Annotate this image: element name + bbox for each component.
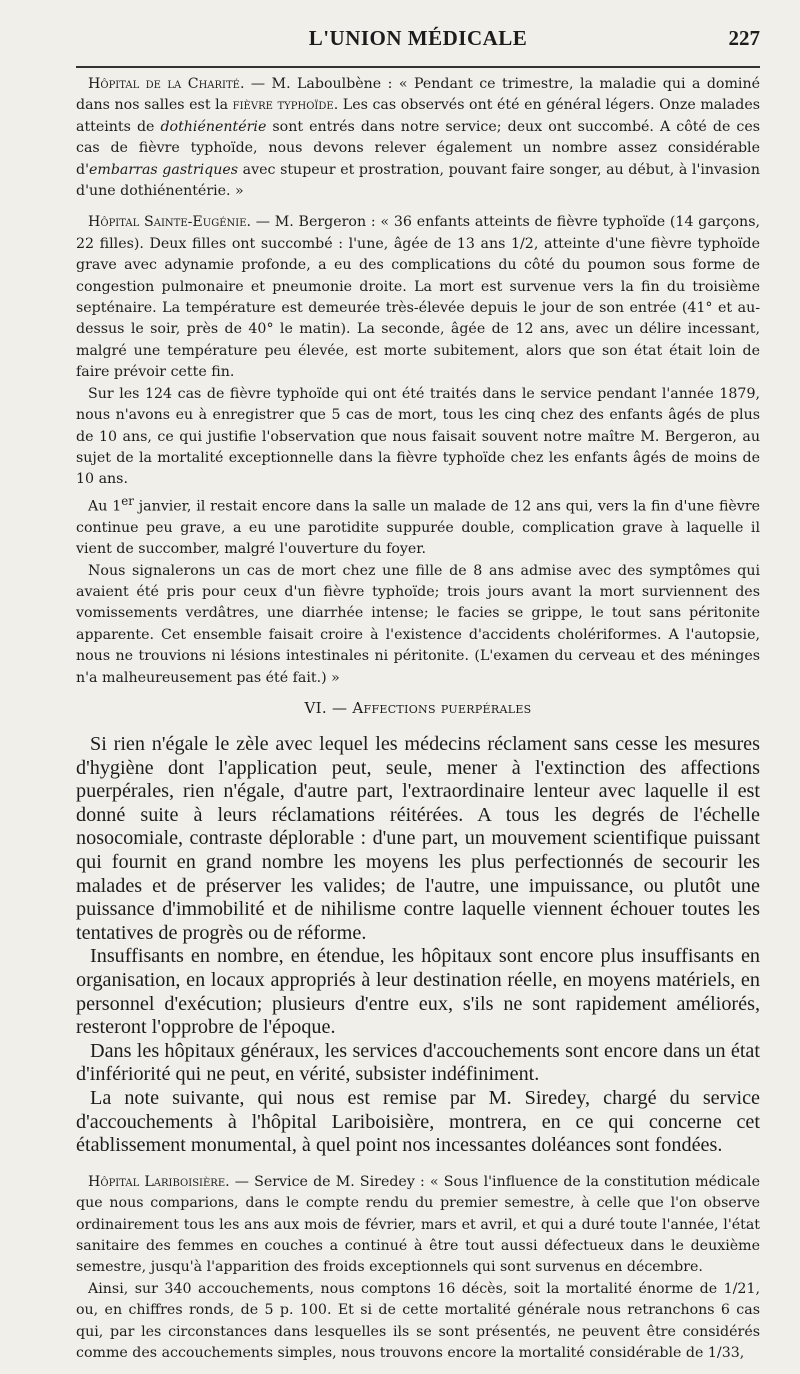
body-paragraph: Dans les hôpitaux généraux, les services d'accouchements sont encore dans un état d'infériorité qui ne peut, en vérité, subsister indéfiniment. xyxy=(76,1039,760,1086)
paragraph-text: — M. Bergeron : « 36 enfants atteints de fièvre typhoïde (14 garçons, 22 filles). Deux filles ont succombé : l'une, âgée de 13 ans 1/2, atteinte d'une fièvre typhoïde grave avec adynamie profonde, a eu des complications du côté du poumon sous forme de congestion pulmonaire et pneumonie droite. La mort est survenue vers la fin du troisième septénaire. La température est demeurée très-élevée depuis le jour de son entrée (41° et au-dessus le soir, près de 40° le matin). La seconde, âgée de 12 ans, avec un délire incessant, malgré une température peu élevée, est morte subitement, alors que son état était loin de faire prévoir cette fin. xyxy=(76,214,760,381)
italic-term: embarras gastriques xyxy=(88,161,239,178)
main-text xyxy=(76,733,760,1158)
italic-term: dothiénentérie xyxy=(160,118,267,135)
disease-name: fièvre typhoïde xyxy=(232,97,334,114)
body-paragraph: La note suivante, qui nous est remise par M. Siredey, chargé du service d'accouchements à l'hôpital Lariboisière, montrera, en ce qui concerne cet établissement monumental, à quel point nos incessantes doléances sont fondées. xyxy=(76,1087,760,1157)
paragraph-lariboisiere xyxy=(76,1172,760,1279)
section-title: Affections puerpérales xyxy=(352,699,532,718)
header-rule xyxy=(76,66,760,68)
report-lariboisiere xyxy=(76,1172,760,1365)
page-number: 227 xyxy=(728,26,760,50)
section-heading xyxy=(76,699,760,717)
body-paragraph: Insuffisants en nombre, en étendue, les hôpitaux sont encore plus insuffisants en organisation, en locaux appropriés à leur destination réelle, en moyens matériels, en personnel d'exécution; plusieurs d'entre eux, s'ils ne sont rapidement améliorés, resteront l'opprobre de l'époque. xyxy=(76,945,760,1039)
paragraph-text: sont entrés dans notre service; deux ont succombé. A côté de ces cas de fièvre typhoïde, nous devons relever également un nombre assez considérable d' xyxy=(76,118,760,178)
superscript: er xyxy=(121,493,134,508)
hospital-name: Hôpital Lariboisière. xyxy=(88,1173,230,1190)
paragraph-statistics: Sur les 124 cas de fièvre typhoïde qui ont été traités dans le service pendant l'année 1879, nous n'avons eu à enregistrer que 5 cas de mort, tous les cinq chez des enfants âgés de plus de 10 ans, ce qui justifie l'observation que nous faisait souvent notre maître M. Bergeron, au sujet de la mortalité exceptionnelle dans la fièvre typhoïde chez les enfants âgés de moins de 10 ans. xyxy=(76,385,760,488)
report-excerpts xyxy=(76,74,760,689)
paragraph-text: Au 1 xyxy=(88,498,122,515)
paragraph-text: — M. Laboulbène : « Pendant ce trimestre, la maladie qui a dominé dans nos salles est la xyxy=(76,76,760,114)
paragraph-text: — Service de M. Siredey : « Sous l'influence de la constitution médicale que nous comparions, dans le compte rendu du premier semestre, à celle que l'on observe ordinairement tous les ans aux mois de février, mars et avril, et qui a duré toute l'année, l'état sanitaire des femmes en couches a continué à être tout aussi défectueux dans le deuxième semestre, jusqu'à l'apparition des froids exceptionnels qui sont survenus en décembre. xyxy=(76,1173,760,1276)
paragraph-case: Nous signalerons un cas de mort chez une fille de 8 ans admise avec des symptômes qui avaient été pris pour ceux d'un fièvre typhoïde; trois jours avant la mort surviennent des vomissements verdâtres, une diarrhée intense; le facies se grippe, le tout sans péritonite apparente. Cet ensemble faisait croire à l'existence d'accidents cholériformes. A l'autopsie, nous ne trouvions ni lésions intestinales ni péritonite. (L'examen du cerveau et des méninges n'a malheureusement pas été fait.) » xyxy=(76,562,760,686)
journal-title: L'UNION MÉDICALE xyxy=(308,26,528,50)
section-number: VI. — xyxy=(304,699,353,718)
paragraph-charite xyxy=(76,74,760,202)
paragraph-sainte-eugenie xyxy=(76,212,760,383)
paragraph-text: janvier, il restait encore dans la salle un malade de 12 ans qui, vers la fin d'une fièvre continue peu grave, a eu une parotidite suppurée double, complication grave à laquelle il vient de succomber, malgré l'ouverture du foyer. xyxy=(76,498,760,558)
hospital-name: Hôpital de la Charité. xyxy=(88,76,245,92)
running-head xyxy=(76,26,760,60)
paragraph-gap xyxy=(76,202,760,212)
paragraph-mortality: Ainsi, sur 340 accouchements, nous comptons 16 décès, soit la mortalité énorme de 1/21, ou, en chiffres ronds, de 5 p. 100. Et si de cette mortalité générale nous retranchons 6 cas qui, par les circonstances dans lesquelles ils se sont présentés, ne peuvent être considérés comme des accouchements simples, nous trouvons encore la mortalité considérable de 1/33, xyxy=(76,1280,760,1362)
hospital-name: Hôpital Sainte-Eugénie. xyxy=(88,214,251,231)
paragraph-january xyxy=(76,491,760,561)
body-paragraph: Si rien n'égale le zèle avec lequel les médecins réclament sans cesse les mesures d'hygiène dont l'application peut, seule, mener à l'extinction des affections puerpérales, rien n'égale, d'autre part, l'extraordinaire lenteur avec laquelle il est donné suite à leurs réclamations réitérées. A tous les degrés de l'échelle nosocomiale, contraste déplorable : d'une part, un mouvement scientifique puissant qui fournit en grand nombre les moyens les plus perfectionnés de secourir les malades et de préserver les valides; de l'autre, une impuissance, ou plutôt une puissance d'immobilité et de nihilisme contre laquelle viennent échouer toutes les tentatives de progrès ou de réforme. xyxy=(76,733,760,944)
paragraph-text: . Les cas observés ont été en général légers. Onze malades atteints de xyxy=(76,97,761,135)
paragraph-text: avec stupeur et prostration, pouvant faire songer, au début, à l'invasion d'une dothiénentérie. » xyxy=(76,161,760,200)
